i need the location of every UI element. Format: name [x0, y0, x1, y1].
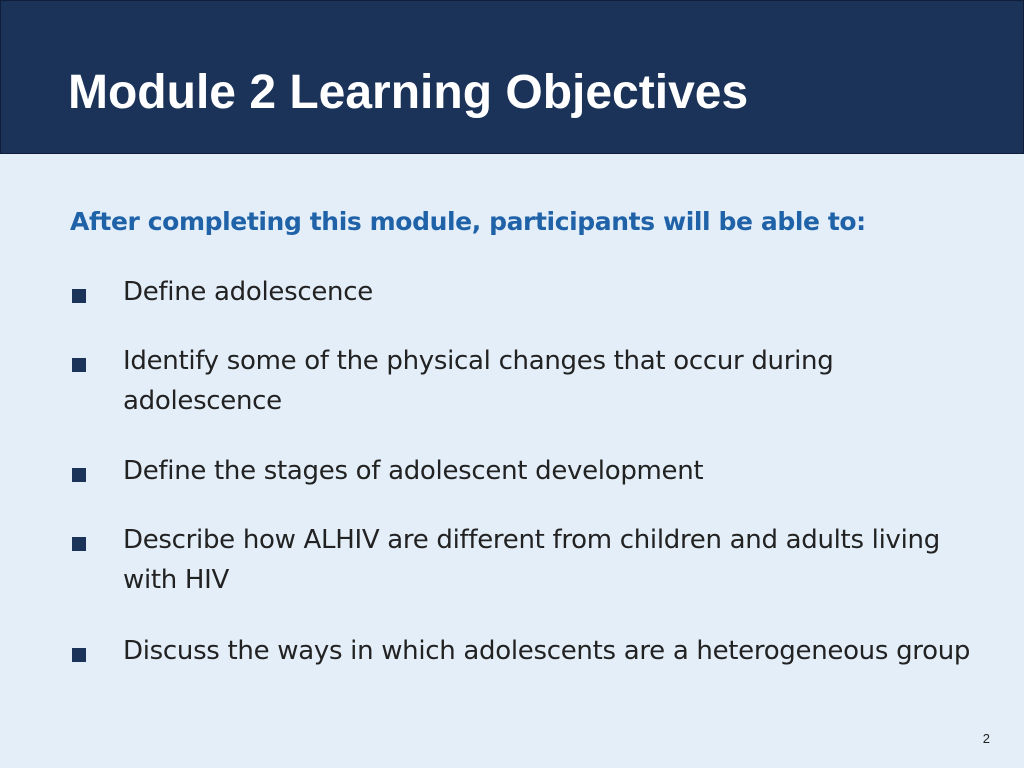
slide-number: 2	[982, 731, 990, 746]
square-bullet-icon	[72, 648, 86, 662]
square-bullet-icon	[72, 358, 86, 372]
square-bullet-icon	[72, 468, 86, 482]
objective-text: Describe how ALHIV are different from children and adults living with HIV	[123, 525, 940, 595]
square-bullet-icon	[72, 537, 86, 551]
title-bar	[0, 0, 1024, 154]
objective-text: Discuss the ways in which adolescents are a heterogeneous group	[123, 636, 971, 666]
square-bullet-icon	[72, 289, 86, 303]
slide-title: Module 2 Learning Objectives	[68, 66, 749, 119]
objective-text: Define adolescence	[123, 277, 373, 307]
objective-text: Define the stages of adolescent development	[123, 456, 704, 486]
objective-text: Identify some of the physical changes that occur during adolescence	[123, 346, 834, 416]
intro-text: After completing this module, participants will be able to:	[70, 207, 866, 236]
